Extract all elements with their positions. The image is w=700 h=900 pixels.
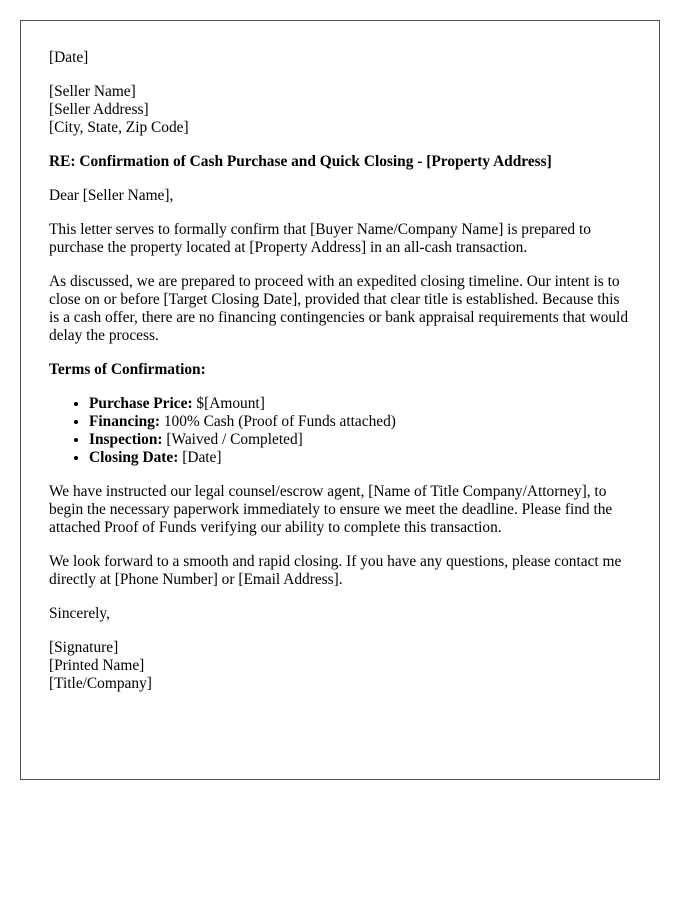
term-value: $[Amount] [192, 395, 265, 412]
term-inspection [89, 431, 631, 449]
salutation: Dear [Seller Name], [49, 187, 174, 204]
subject-line: RE: Confirmation of Cash Purchase and Quick Closing - [Property Address] [49, 153, 552, 170]
printed-name: [Printed Name] [49, 657, 145, 674]
terms-heading: Terms of Confirmation: [49, 361, 206, 378]
letter-page [20, 20, 660, 780]
paragraph-contact: We look forward to a smooth and rapid closing. If you have any questions, please contact me directly at [Phone Number] or [Email Address]. [49, 553, 622, 588]
paragraph-closing-timeline: As discussed, we are prepared to proceed with an expedited closing timeline. Our intent is to close on or before [Target Closing Date], provided that clear title is established. Because this is a cash offer, there are no financing contingencies or bank appraisal requirements that would delay the process. [49, 273, 629, 344]
term-value: [Date] [178, 449, 222, 466]
term-label: Inspection: [89, 431, 163, 448]
seller-address: [Seller Address] [49, 101, 149, 118]
signature-block [49, 639, 631, 693]
seller-block [49, 83, 631, 137]
paragraph-confirmation: This letter serves to formally confirm that [Buyer Name/Company Name] is prepared to purchase the property located at [Property Address] in an all-cash transaction. [49, 221, 591, 256]
signature: [Signature] [49, 639, 119, 656]
seller-name: [Seller Name] [49, 83, 136, 100]
term-financing [89, 413, 631, 431]
term-closing-date [89, 449, 631, 467]
closing-word: Sincerely, [49, 605, 110, 622]
letter-date: [Date] [49, 49, 89, 66]
term-value: 100% Cash (Proof of Funds attached) [159, 413, 396, 430]
term-label: Purchase Price: [89, 395, 193, 412]
terms-list [49, 395, 631, 467]
term-purchase-price [89, 395, 631, 413]
term-label: Financing: [89, 413, 160, 430]
term-value: [Waived / Completed] [162, 431, 303, 448]
title-company: [Title/Company] [49, 675, 152, 692]
term-label: Closing Date: [89, 449, 179, 466]
seller-city-state-zip: [City, State, Zip Code] [49, 119, 189, 136]
paragraph-legal-counsel: We have instructed our legal counsel/escrow agent, [Name of Title Company/Attorney], to begin the necessary paperwork immediately to ensure we meet the deadline. Please find the attached Proof of Funds verifying our ability to complete this transaction. [49, 483, 613, 536]
